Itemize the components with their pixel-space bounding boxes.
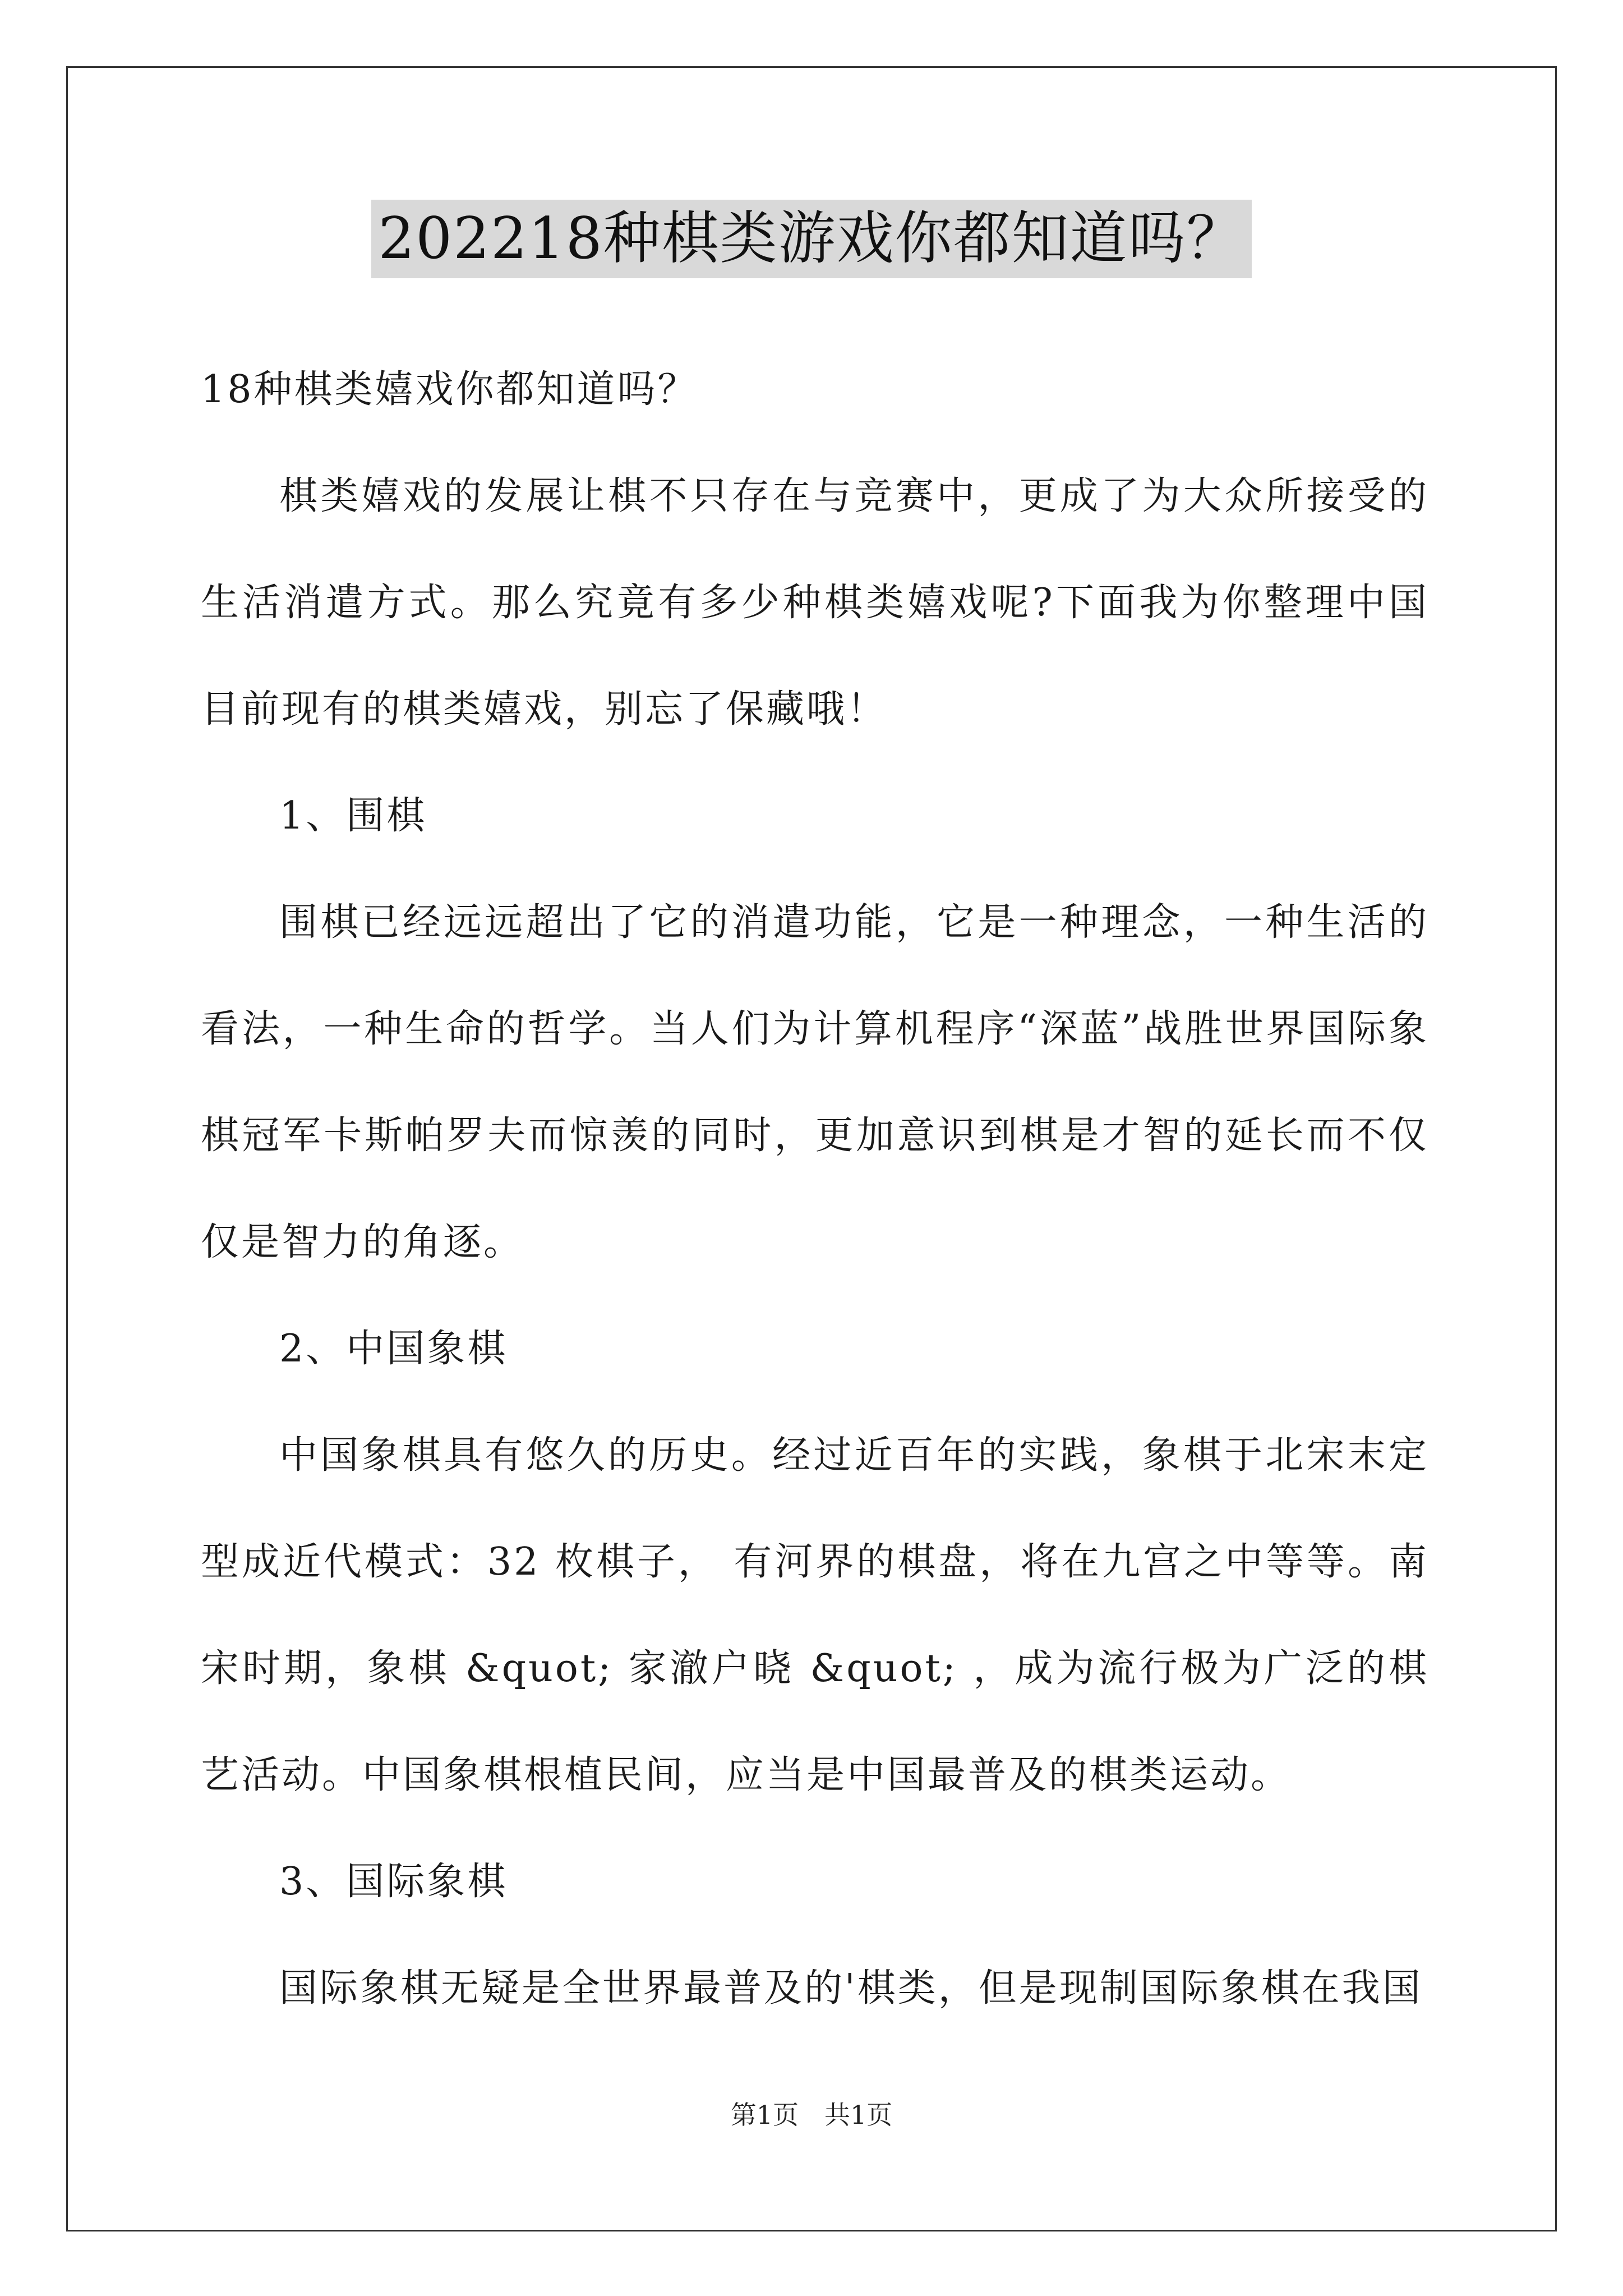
subtitle-paragraph: 18种棋类嬉戏你都知道吗？ (201, 367, 698, 412)
page-number: 第1页 (730, 2100, 799, 2130)
weiqi-paragraph: 围棋已经远远超出了它的消遣功能，它是一种理念，一种生活的看法，一种生命的哲学。当人们为计算机程序“深蓝”战胜世界国际象棋冠军卡斯帕罗夫而惊羡的同时，更加意识到棋是才智的延长而不仅仅是智力的角逐。 (201, 900, 1429, 1264)
document-body (201, 337, 1429, 2042)
chess-paragraph: 国际象棋无疑是全世界最普及的'棋类，但是现制国际象棋在我国 (279, 1966, 1423, 2010)
xiangqi-paragraph: 中国象棋具有悠久的历史。经过近百年的实践，象棋于北宋末定型成近代模式：32 枚棋子， 有河界的棋盘，将在九宫之中等等。南宋时期，象棋 &quot; 家澈户晓 &quot; ，成为流行极为广泛的棋艺活动。中国象棋根植民间，应当是中国最普及的棋类运动。 (201, 1433, 1429, 1797)
title-container (0, 200, 1623, 278)
section-heading-weiqi: 1、围棋 (279, 794, 427, 838)
document-title: 202218种棋类游戏你都知道吗？ (371, 200, 1251, 278)
section-heading-chess: 3、国际象棋 (279, 1860, 508, 1904)
section-heading-xiangqi: 2、中国象棋 (279, 1327, 508, 1371)
page-total: 共1页 (824, 2100, 893, 2130)
intro-paragraph: 棋类嬉戏的发展让棋不只存在与竞赛中，更成了为大众所接受的生活消遣方式。那么究竟有多少种棋类嬉戏呢?下面我为你整理中国目前现有的棋类嬉戏，别忘了保藏哦！ (201, 474, 1429, 731)
page-footer (0, 2095, 1623, 2132)
